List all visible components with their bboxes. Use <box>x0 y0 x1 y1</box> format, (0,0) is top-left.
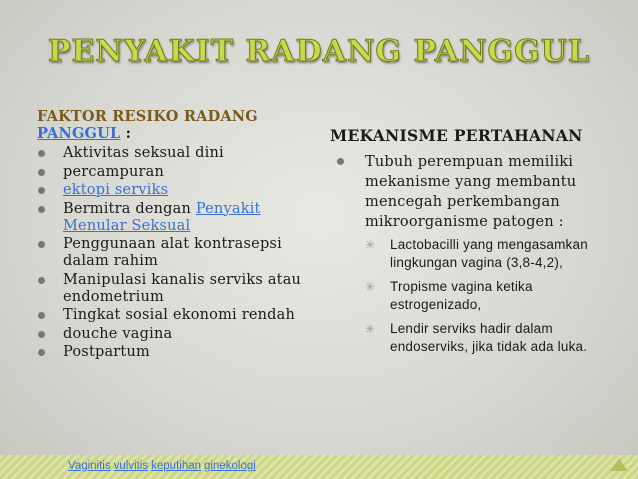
list-item: percampuran <box>37 164 307 181</box>
asterisk-bullet-icon: ✳ <box>365 280 376 294</box>
risk-factors-heading <box>37 108 307 142</box>
heading-text: FAKTOR RESIKO RADANG <box>37 108 258 125</box>
tag-link[interactable]: ginekologi <box>204 460 256 472</box>
sub-list-item: ✳ Lendir serviks hadir dalam endoserviks, jika tidak ada luka. <box>365 321 588 354</box>
tag-link[interactable]: vulvitis <box>113 460 149 472</box>
list-item: Manipulasi kanalis serviks atau endometrium <box>37 272 307 306</box>
tag-link[interactable]: Vaginitis <box>68 460 111 472</box>
list-item <box>37 182 307 199</box>
list-item: douche vagina <box>37 326 307 343</box>
list-item: Bermitra dengan Penyakit Menular Seksual <box>37 201 307 235</box>
asterisk-bullet-icon: ✳ <box>365 238 376 252</box>
defense-heading: MEKANISME PERTAHANAN <box>330 126 583 145</box>
heading-colon: : <box>120 125 132 142</box>
ektopi-serviks-link[interactable]: ektopi serviks <box>63 182 169 198</box>
panggul-link[interactable]: PANGGUL <box>37 125 121 142</box>
list-item: Postpartum <box>37 344 307 361</box>
defense-mechanism-column <box>330 126 625 362</box>
asterisk-bullet-icon: ✳ <box>365 322 376 336</box>
pms-link[interactable]: Penyakit Menular Seksual <box>63 200 261 234</box>
defense-list <box>330 152 625 356</box>
footer-tags <box>68 460 259 472</box>
sub-list-item: ✳ Lactobacilli yang mengasamkan lingkungan vagina (3,8-4,2), <box>365 237 588 270</box>
list-item: Tubuh perempuan memiliki mekanisme yang membantu mencegah perkembangan mikroorganisme patogen : ✳ Lactobacilli yang mengasamkan lingkungan vagina (3,8-4,2), ✳ Tropisme vagina ketika estrogenizado, ✳ Lendir serviks hadir dalam endoserviks, jika tidak ada luka. <box>330 152 625 356</box>
list-item: Penggunaan alat kontrasepsi dalam rahim <box>37 236 307 270</box>
slide-title: PENYAKIT RADANG PANGGUL <box>47 34 591 69</box>
defense-sub-list <box>365 236 625 356</box>
risk-factors-column <box>37 108 307 363</box>
list-item: Aktivitas seksual dini <box>37 145 307 162</box>
corner-triangle-icon <box>610 459 628 471</box>
sub-list-item: ✳ Tropisme vagina ketika estrogenizado, <box>365 279 533 312</box>
list-item: Tingkat sosial ekonomi rendah <box>37 307 307 324</box>
risk-factors-list <box>37 145 307 361</box>
tag-link[interactable]: keputihan <box>151 460 202 472</box>
